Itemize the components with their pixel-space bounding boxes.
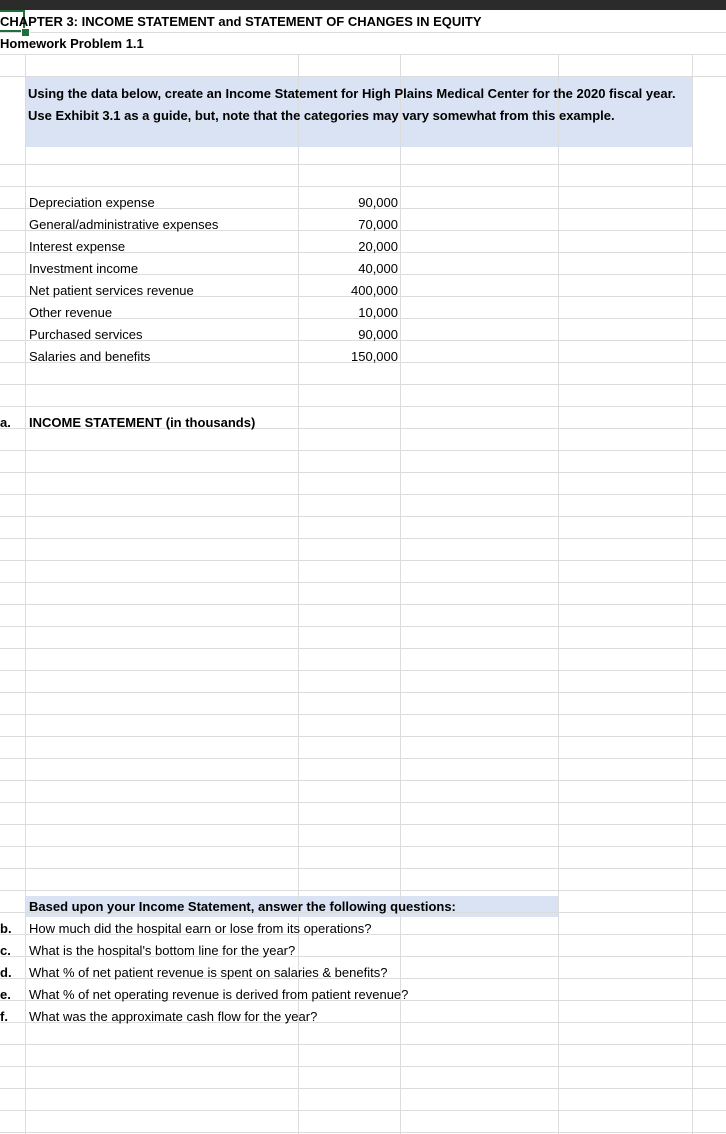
data-value-investment-income[interactable]: 40,000 — [358, 261, 398, 276]
row-gridline — [0, 868, 726, 869]
section-a-heading[interactable]: INCOME STATEMENT (in thousands) — [29, 415, 256, 430]
question-f-text[interactable]: What was the approximate cash flow for the year? — [29, 1009, 318, 1024]
data-value-depreciation[interactable]: 90,000 — [358, 195, 398, 210]
data-label-interest[interactable]: Interest expense — [29, 239, 126, 254]
row-gridline — [0, 494, 726, 495]
row-gridline — [0, 692, 726, 693]
row-gridline — [0, 1132, 726, 1133]
top-toolbar-strip — [0, 0, 726, 10]
row-gridline — [0, 32, 726, 33]
column-gridline — [25, 54, 26, 1134]
row-gridline — [0, 538, 726, 539]
row-gridline — [0, 736, 726, 737]
column-gridline — [692, 54, 693, 1134]
row-gridline — [0, 54, 726, 55]
data-value-salaries-benefits[interactable]: 150,000 — [351, 349, 398, 364]
row-gridline — [0, 780, 726, 781]
row-gridline — [0, 384, 726, 385]
row-gridline — [0, 516, 726, 517]
question-d-text[interactable]: What % of net patient revenue is spent on salaries & benefits? — [29, 965, 388, 980]
data-label-purchased-services[interactable]: Purchased services — [29, 327, 143, 342]
row-gridline — [0, 1110, 726, 1111]
question-c-letter[interactable]: c. — [0, 943, 11, 958]
question-b-text[interactable]: How much did the hospital earn or lose from its operations? — [29, 921, 372, 936]
question-e-text[interactable]: What % of net operating revenue is derived from patient revenue? — [29, 987, 409, 1002]
instructions-text[interactable]: Using the data below, create an Income Statement for High Plains Medical Center for the 2020 fiscal year. Use Exhibit 3.1 as a guide, but, note that the categories may vary somewhat from this example. — [28, 86, 676, 123]
row-gridline — [0, 450, 726, 451]
question-d-letter[interactable]: d. — [0, 965, 12, 980]
row-gridline — [0, 648, 726, 649]
section-a-letter[interactable]: a. — [0, 415, 11, 430]
question-b-letter[interactable]: b. — [0, 921, 12, 936]
question-e-letter[interactable]: e. — [0, 987, 11, 1002]
question-c-text[interactable]: What is the hospital's bottom line for the year? — [29, 943, 296, 958]
data-value-other-revenue[interactable]: 10,000 — [358, 305, 398, 320]
row-gridline — [0, 670, 726, 671]
row-gridline — [0, 1044, 726, 1045]
data-value-net-patient-revenue[interactable]: 400,000 — [351, 283, 398, 298]
data-label-salaries-benefits[interactable]: Salaries and benefits — [29, 349, 151, 364]
row-gridline — [0, 758, 726, 759]
column-gridline — [400, 54, 401, 1134]
data-label-investment-income[interactable]: Investment income — [29, 261, 139, 276]
row-gridline — [0, 76, 726, 77]
questions-heading[interactable]: Based upon your Income Statement, answer the following questions: — [29, 899, 456, 914]
sheet-subtitle[interactable]: Homework Problem 1.1 — [0, 36, 144, 51]
row-gridline — [0, 164, 726, 165]
question-f-letter[interactable]: f. — [0, 1009, 8, 1024]
row-gridline — [0, 1066, 726, 1067]
row-gridline — [0, 406, 726, 407]
row-gridline — [0, 802, 726, 803]
row-gridline — [0, 846, 726, 847]
row-gridline — [0, 714, 726, 715]
row-gridline — [0, 626, 726, 627]
row-gridline — [0, 1088, 726, 1089]
data-value-interest[interactable]: 20,000 — [358, 239, 398, 254]
data-label-depreciation[interactable]: Depreciation expense — [29, 195, 155, 210]
data-label-other-revenue[interactable]: Other revenue — [29, 305, 113, 320]
column-gridline — [558, 54, 559, 1134]
data-value-purchased-services[interactable]: 90,000 — [358, 327, 398, 342]
row-gridline — [0, 604, 726, 605]
row-gridline — [0, 824, 726, 825]
sheet-title[interactable]: CHAPTER 3: INCOME STATEMENT and STATEMENT OF CHANGES IN EQUITY — [0, 14, 482, 29]
data-label-general-admin[interactable]: General/administrative expenses — [29, 217, 219, 232]
row-gridline — [0, 472, 726, 473]
data-value-general-admin[interactable]: 70,000 — [358, 217, 398, 232]
row-gridline — [0, 186, 726, 187]
row-gridline — [0, 582, 726, 583]
data-label-net-patient-revenue[interactable]: Net patient services revenue — [29, 283, 194, 298]
row-gridline — [0, 560, 726, 561]
row-gridline — [0, 890, 726, 891]
